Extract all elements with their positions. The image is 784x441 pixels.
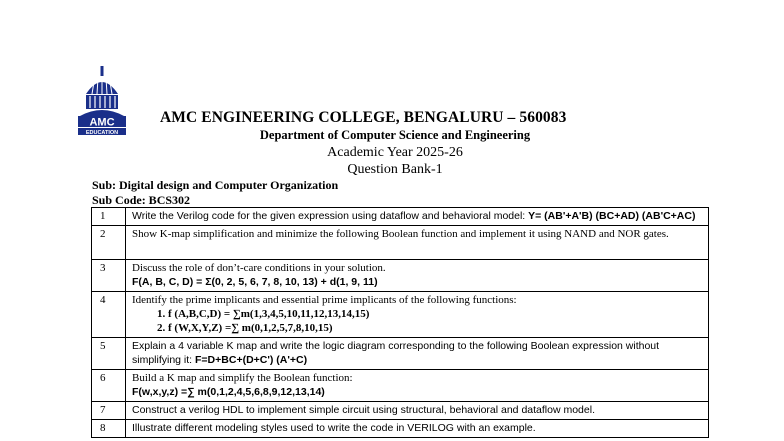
question-body: Discuss the role of don’t-care conditions in your solution. [132,262,386,274]
question-body: Identify the prime implicants and essential prime implicants of the following functions: [132,294,517,306]
question-body: Write the Verilog code for the given expression using dataflow and behavioral model: [132,210,529,222]
question-number: 3 [92,260,126,292]
question-text [126,338,709,370]
table-row [92,226,709,260]
question-expression: Y= (AB'+A'B) (BC+AD) (AB'C+AC) [528,210,696,222]
department: Department of Computer Science and Engineering [259,128,531,142]
question-text: Construct a verilog HDL to implement simple circuit using structural, behavioral and dataflow model. [126,402,709,420]
table-row [92,338,709,370]
academic-year: Academic Year 2025-26 [327,145,463,160]
question-text [126,292,709,338]
question-expression: F=D+BC+(D+C') (A'+C) [195,354,308,366]
question-expression: F(w,x,y,z) =∑ m(0,1,2,4,5,6,8,9,12,13,14) [132,386,325,398]
question-body: Explain a 4 variable K map and write the logic diagram corresponding to the following Boolean expression without simplifying it: [132,340,660,366]
question-number: 7 [92,402,126,420]
question-expression: F(A, B, C, D) = Σ(0, 2, 5, 6, 7, 8, 10, 13) + d(1, 9, 11) [132,276,378,288]
question-number: 4 [92,292,126,338]
question-number: 5 [92,338,126,370]
college-logo [78,64,126,136]
question-number: 6 [92,370,126,402]
question-text [126,370,709,402]
question-text [126,260,709,292]
table-row [92,420,709,438]
logo-text: AMC [89,116,115,129]
list-item: 2. f (W,X,Y,Z) =∑ m(0,1,2,5,7,8,10,15) [168,321,702,335]
question-number: 8 [92,420,126,438]
question-text: Illustrate different modeling styles used to write the code in VERILOG with an example. [126,420,709,438]
question-number: 2 [92,226,126,260]
question-text: Show K-map simplification and minimize the following Boolean function and implement it using NAND and NOR gates. [126,226,709,260]
subject-code: Sub Code: BCS302 [92,193,191,207]
question-text [126,208,709,226]
table-row [92,208,709,226]
table-row [92,370,709,402]
table-row [92,402,709,420]
table-row [92,260,709,292]
college-name: AMC ENGINEERING COLLEGE, BENGALURU – 560083 [160,109,567,126]
question-number: 1 [92,208,126,226]
subject: Sub: Digital design and Computer Organization [92,178,339,192]
question-body: Build a K map and simplify the Boolean function: [132,372,353,384]
question-table [91,207,709,438]
logo-subtext: EDUCATION [85,130,119,136]
table-row [92,292,709,338]
document-title: Question Bank-1 [347,162,443,177]
list-item: 1. f (A,B,C,D) = ∑m(1,3,4,5,10,11,12,13,14,15) [168,307,702,321]
